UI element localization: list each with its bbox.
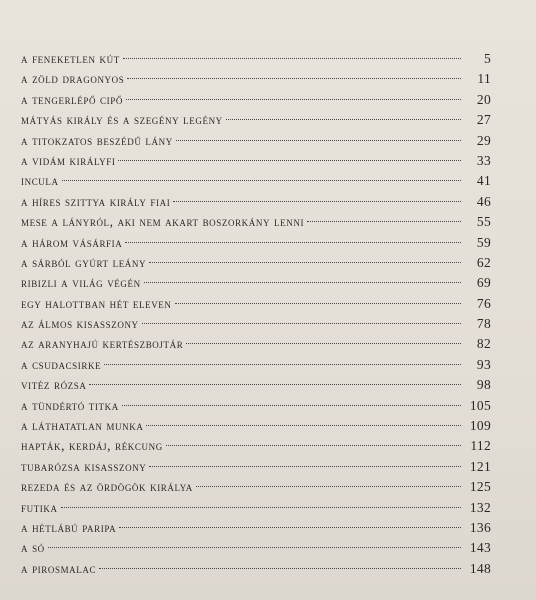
dot-leader: [149, 466, 461, 467]
toc-entry-title: tubarózsa kisasszony: [21, 458, 147, 474]
toc-entry-title: az aranyhajú kertészbojtár: [21, 336, 184, 352]
toc-entry: [21, 477, 491, 497]
toc-entry-title: a három vásárfia: [21, 234, 123, 250]
toc-entry-page: 62: [476, 254, 491, 270]
dot-leader: [149, 262, 461, 263]
toc-entry: [21, 396, 491, 416]
toc-entry: [21, 90, 491, 110]
dot-leader: [61, 507, 461, 508]
toc-entry-page: 76: [476, 295, 491, 311]
toc-entry: [21, 375, 491, 395]
toc-entry-page: 20: [476, 91, 491, 107]
dot-leader: [89, 384, 461, 385]
toc-entry: [21, 436, 491, 456]
toc-entry-page: 105: [469, 397, 491, 413]
dot-leader: [119, 527, 461, 528]
toc-entry-page: 112: [470, 438, 491, 454]
toc-entry-title: a sárból gyúrt leány: [21, 254, 147, 270]
toc-entry-page: 78: [476, 316, 491, 332]
toc-entry: [21, 131, 491, 151]
dot-leader: [122, 405, 461, 406]
toc-entry-title: a tengerlépő cipő: [21, 91, 123, 107]
toc-entry-page: 55: [476, 214, 491, 230]
toc-entry-page: 93: [476, 356, 491, 372]
toc-entry-title: rezeda és az ördögök királya: [21, 479, 193, 495]
toc-entry: [21, 355, 491, 375]
dot-leader: [196, 486, 461, 487]
toc-entry-title: a vidám királyfi: [21, 152, 116, 168]
toc-entry: [21, 49, 491, 69]
toc-entry: [21, 559, 491, 579]
dot-leader: [118, 160, 461, 161]
toc-entry: [21, 192, 491, 212]
toc-entry: [21, 294, 491, 314]
toc-entry-page: 69: [476, 275, 491, 291]
toc-entry-title: a tündértó titka: [21, 397, 119, 413]
dot-leader: [62, 180, 461, 181]
toc-entry-title: a feneketlen kút: [21, 51, 120, 66]
toc-entry-page: 33: [476, 152, 491, 168]
toc-entry-title: a hétlábú paripa: [21, 519, 117, 535]
toc-entry-title: ribizli a világ végén: [21, 275, 141, 291]
toc-entry-title: a zöld dragonyos: [21, 71, 125, 87]
dot-leader: [307, 221, 461, 222]
toc-entry-page: 46: [476, 193, 491, 209]
toc-entry-page: 41: [476, 173, 491, 189]
toc-entry-page: 143: [469, 540, 491, 556]
dot-leader: [99, 568, 461, 569]
toc-entry-page: 121: [469, 458, 491, 474]
toc-entry: [21, 110, 491, 130]
toc-entry: [21, 151, 491, 171]
dot-leader: [142, 323, 461, 324]
dot-leader: [173, 201, 461, 202]
dot-leader: [104, 364, 461, 365]
toc-entry: [21, 538, 491, 558]
toc-entry-page: 59: [476, 234, 491, 250]
dot-leader: [146, 425, 461, 426]
toc-entry-page: 109: [469, 418, 491, 434]
toc-entry-title: a pirosmalac: [21, 560, 97, 576]
dot-leader: [166, 445, 461, 446]
dot-leader: [127, 78, 461, 79]
toc-entry: [21, 273, 491, 293]
toc-entry-page: 5: [483, 51, 491, 66]
table-of-contents: [21, 49, 491, 579]
dot-leader: [123, 58, 461, 59]
dot-leader: [144, 282, 461, 283]
toc-entry: [21, 171, 491, 191]
dot-leader: [125, 242, 461, 243]
dot-leader: [126, 99, 461, 100]
dot-leader: [186, 343, 461, 344]
toc-entry: [21, 314, 491, 334]
toc-entry-page: 27: [476, 112, 491, 128]
toc-entry-title: a híres szittya király fiai: [21, 193, 171, 209]
toc-entry: [21, 253, 491, 273]
toc-entry-page: 98: [476, 377, 491, 393]
toc-entry-title: mese a lányról, aki nem akart boszorkány lenni: [21, 214, 305, 230]
toc-entry-page: 11: [477, 71, 491, 87]
toc-entry-page: 125: [469, 479, 491, 495]
toc-entry: [21, 69, 491, 89]
dot-leader: [176, 140, 461, 141]
toc-entry: [21, 457, 491, 477]
toc-entry: [21, 334, 491, 354]
toc-entry-page: 148: [469, 560, 491, 576]
toc-entry-title: hapták, kerdáj, rékcung: [21, 438, 163, 454]
toc-entry-page: 136: [469, 519, 491, 535]
toc-entry-title: a só: [21, 540, 45, 556]
toc-entry-title: vitéz rózsa: [21, 377, 87, 393]
toc-entry-page: 132: [469, 499, 491, 515]
dot-leader: [48, 547, 461, 548]
toc-entry-title: egy halottban hét eleven: [21, 295, 172, 311]
toc-entry-page: 29: [476, 132, 491, 148]
toc-entry-title: incula: [21, 173, 59, 189]
toc-entry: [21, 416, 491, 436]
toc-entry-title: futika: [21, 499, 58, 515]
toc-entry: [21, 518, 491, 538]
toc-entry-title: mátyás király és a szegény legény: [21, 112, 223, 128]
toc-entry-title: az álmos kisasszony: [21, 316, 139, 332]
toc-entry-title: a láthatatlan munka: [21, 418, 144, 434]
toc-entry: [21, 233, 491, 253]
dot-leader: [175, 303, 462, 304]
toc-entry-title: a csudacsirke: [21, 356, 102, 372]
toc-entry-page: 82: [476, 336, 491, 352]
toc-entry: [21, 498, 491, 518]
toc-entry-title: a titokzatos beszédű lány: [21, 132, 173, 148]
dot-leader: [226, 119, 461, 120]
toc-entry: [21, 212, 491, 232]
